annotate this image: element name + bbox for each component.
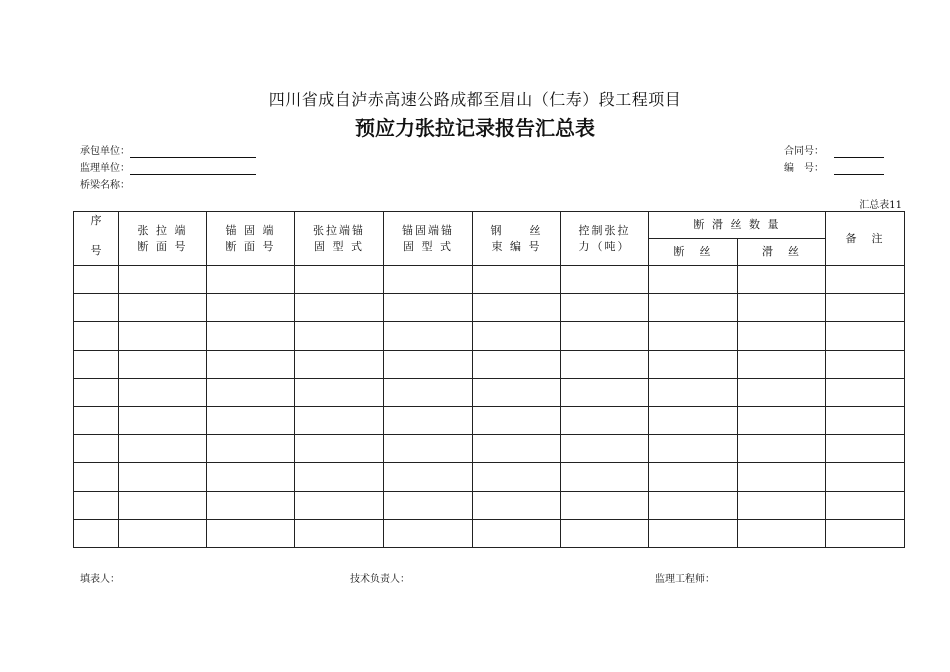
header-break: 断 丝 <box>649 239 738 266</box>
table-cell[interactable] <box>738 406 826 434</box>
header-tension-anchor-type <box>295 212 384 266</box>
form-code: 汇总表11 <box>859 200 902 211</box>
table-cell[interactable] <box>207 322 295 350</box>
table-cell[interactable] <box>561 435 649 463</box>
table-cell[interactable] <box>119 491 207 519</box>
contractor-label: 承包单位： <box>80 146 130 157</box>
table-cell[interactable] <box>649 350 738 378</box>
table-cell[interactable] <box>473 463 561 491</box>
header-tension-end <box>119 212 207 266</box>
form-title: 预应力张拉记录报告汇总表 <box>355 116 595 140</box>
table-cell[interactable] <box>473 322 561 350</box>
header-fixed-anchor-l1: 锚固端锚 <box>402 223 454 237</box>
table-cell[interactable] <box>473 435 561 463</box>
number-line[interactable] <box>834 164 884 175</box>
table-cell[interactable] <box>74 322 119 350</box>
table-cell[interactable] <box>207 294 295 322</box>
table-cell[interactable] <box>295 294 384 322</box>
header-strand-l2: 束 编 号 <box>491 239 542 253</box>
table-row <box>74 406 905 434</box>
table-cell[interactable] <box>207 266 295 294</box>
bridge-label: 桥梁名称： <box>80 180 130 191</box>
table-cell[interactable] <box>826 463 905 491</box>
supervisor-label: 监理单位： <box>80 163 130 174</box>
table-cell[interactable] <box>384 294 473 322</box>
header-anchor-end-l2: 断 面 号 <box>225 239 276 253</box>
table-row <box>74 378 905 406</box>
header-fixed-anchor-l2: 固 型 式 <box>403 239 453 253</box>
table-cell[interactable] <box>738 378 826 406</box>
supervisor-line[interactable] <box>130 164 256 175</box>
table-cell[interactable] <box>74 350 119 378</box>
bridge-field <box>80 180 130 192</box>
table-cell[interactable] <box>649 378 738 406</box>
table-cell[interactable] <box>738 266 826 294</box>
project-name: 四川省成自泸赤高速公路成都至眉山（仁寿）段工程项目 <box>268 90 682 109</box>
header-fixed-anchor-type <box>384 212 473 266</box>
header-tension-anchor-l1: 张拉端锚 <box>313 223 365 237</box>
header-tension-end-l1: 张 拉 端 <box>137 223 188 237</box>
table-cell[interactable] <box>74 266 119 294</box>
table-cell[interactable] <box>738 322 826 350</box>
contract-no-line[interactable] <box>834 147 884 158</box>
table-cell[interactable] <box>473 350 561 378</box>
table-cell[interactable] <box>826 294 905 322</box>
table-cell[interactable] <box>207 491 295 519</box>
table-cell[interactable] <box>649 519 738 547</box>
table-cell[interactable] <box>826 378 905 406</box>
table-cell[interactable] <box>649 491 738 519</box>
table-cell[interactable] <box>826 266 905 294</box>
table-cell[interactable] <box>561 266 649 294</box>
tech-lead-label: 技术负责人： <box>350 574 410 585</box>
table-cell[interactable] <box>649 463 738 491</box>
table-cell[interactable] <box>561 491 649 519</box>
table-cell[interactable] <box>826 491 905 519</box>
table-cell[interactable] <box>207 406 295 434</box>
table-cell[interactable] <box>295 350 384 378</box>
table-cell[interactable] <box>119 378 207 406</box>
table-cell[interactable] <box>295 406 384 434</box>
table-cell[interactable] <box>119 322 207 350</box>
contract-no-label: 合同号： <box>784 146 824 157</box>
header-tension-end-l2: 断 面 号 <box>137 239 188 253</box>
table-cell[interactable] <box>74 463 119 491</box>
table-cell[interactable] <box>207 463 295 491</box>
header-control-l2: 力（吨） <box>578 239 631 253</box>
header-anchor-end-l1: 锚 固 端 <box>225 223 276 237</box>
header-break-slip-count: 断 滑 丝 数 量 <box>649 212 826 239</box>
table-cell[interactable] <box>473 406 561 434</box>
table-cell[interactable] <box>119 294 207 322</box>
table-cell[interactable] <box>384 350 473 378</box>
table-cell[interactable] <box>826 519 905 547</box>
table-cell[interactable] <box>74 406 119 434</box>
table-cell[interactable] <box>207 350 295 378</box>
table-cell[interactable] <box>295 519 384 547</box>
table-row <box>74 463 905 491</box>
table-cell[interactable] <box>561 406 649 434</box>
table-cell[interactable] <box>473 294 561 322</box>
table-cell[interactable] <box>738 435 826 463</box>
header-control-force <box>561 212 649 266</box>
table-cell[interactable] <box>561 378 649 406</box>
table-cell[interactable] <box>826 435 905 463</box>
filler-label: 填表人： <box>80 574 120 585</box>
table-cell[interactable] <box>738 463 826 491</box>
header-strand-no <box>473 212 561 266</box>
table-cell[interactable] <box>119 463 207 491</box>
table-cell[interactable] <box>649 406 738 434</box>
table-cell[interactable] <box>295 322 384 350</box>
table-cell[interactable] <box>649 435 738 463</box>
table-row <box>74 435 905 463</box>
table-cell[interactable] <box>207 435 295 463</box>
table-cell[interactable] <box>473 519 561 547</box>
header-seq-bottom: 号 <box>90 243 102 257</box>
header-anchor-end <box>207 212 295 266</box>
header-seq <box>74 212 119 266</box>
table-cell[interactable] <box>384 378 473 406</box>
table-row <box>74 294 905 322</box>
table-cell[interactable] <box>295 266 384 294</box>
table-cell[interactable] <box>295 435 384 463</box>
table-cell[interactable] <box>384 322 473 350</box>
table-cell[interactable] <box>74 435 119 463</box>
contractor-line[interactable] <box>130 147 256 158</box>
table-cell[interactable] <box>74 519 119 547</box>
table-cell[interactable] <box>119 350 207 378</box>
table-cell[interactable] <box>826 322 905 350</box>
table-cell[interactable] <box>119 406 207 434</box>
table-cell[interactable] <box>295 491 384 519</box>
table-cell[interactable] <box>738 294 826 322</box>
table-row <box>74 491 905 519</box>
number-label: 编 号： <box>784 163 824 174</box>
table-cell[interactable] <box>649 322 738 350</box>
table-row <box>74 322 905 350</box>
table-cell[interactable] <box>561 519 649 547</box>
table-cell[interactable] <box>384 435 473 463</box>
table-cell[interactable] <box>119 266 207 294</box>
header-control-l1: 控制张拉 <box>578 223 631 237</box>
table-cell[interactable] <box>473 378 561 406</box>
table-cell[interactable] <box>384 406 473 434</box>
table-cell[interactable] <box>384 463 473 491</box>
contractor-field <box>80 146 256 158</box>
table-cell[interactable] <box>826 406 905 434</box>
table-cell[interactable] <box>473 491 561 519</box>
number-field <box>784 163 884 175</box>
summary-table <box>73 211 905 548</box>
table-cell[interactable] <box>384 519 473 547</box>
table-cell[interactable] <box>738 350 826 378</box>
supervisor-field <box>80 163 256 175</box>
table-cell[interactable] <box>119 519 207 547</box>
table-body <box>74 266 905 548</box>
table-cell[interactable] <box>295 378 384 406</box>
contract-no-field <box>784 146 884 158</box>
table-cell[interactable] <box>295 463 384 491</box>
header-slip: 滑 丝 <box>738 239 826 266</box>
engineer-label: 监理工程师： <box>655 574 715 585</box>
table-cell[interactable] <box>384 491 473 519</box>
table-cell[interactable] <box>207 378 295 406</box>
table-cell[interactable] <box>74 378 119 406</box>
table-cell[interactable] <box>561 463 649 491</box>
table-cell[interactable] <box>738 491 826 519</box>
table-cell[interactable] <box>473 266 561 294</box>
table-cell[interactable] <box>384 266 473 294</box>
table-row <box>74 519 905 547</box>
header-strand-l1: 钢 丝 <box>490 223 543 237</box>
table-cell[interactable] <box>649 294 738 322</box>
table-row <box>74 350 905 378</box>
table-cell[interactable] <box>826 350 905 378</box>
table-cell[interactable] <box>207 519 295 547</box>
header-tension-anchor-l2: 固 型 式 <box>314 239 364 253</box>
table-row <box>74 266 905 294</box>
table-cell[interactable] <box>74 294 119 322</box>
table-cell[interactable] <box>738 519 826 547</box>
table-cell[interactable] <box>649 266 738 294</box>
header-seq-top: 序 <box>90 213 102 227</box>
table-cell[interactable] <box>561 322 649 350</box>
table-cell[interactable] <box>74 491 119 519</box>
header-remarks: 备 注 <box>826 212 905 266</box>
table-cell[interactable] <box>561 350 649 378</box>
table-cell[interactable] <box>119 435 207 463</box>
table-cell[interactable] <box>561 294 649 322</box>
